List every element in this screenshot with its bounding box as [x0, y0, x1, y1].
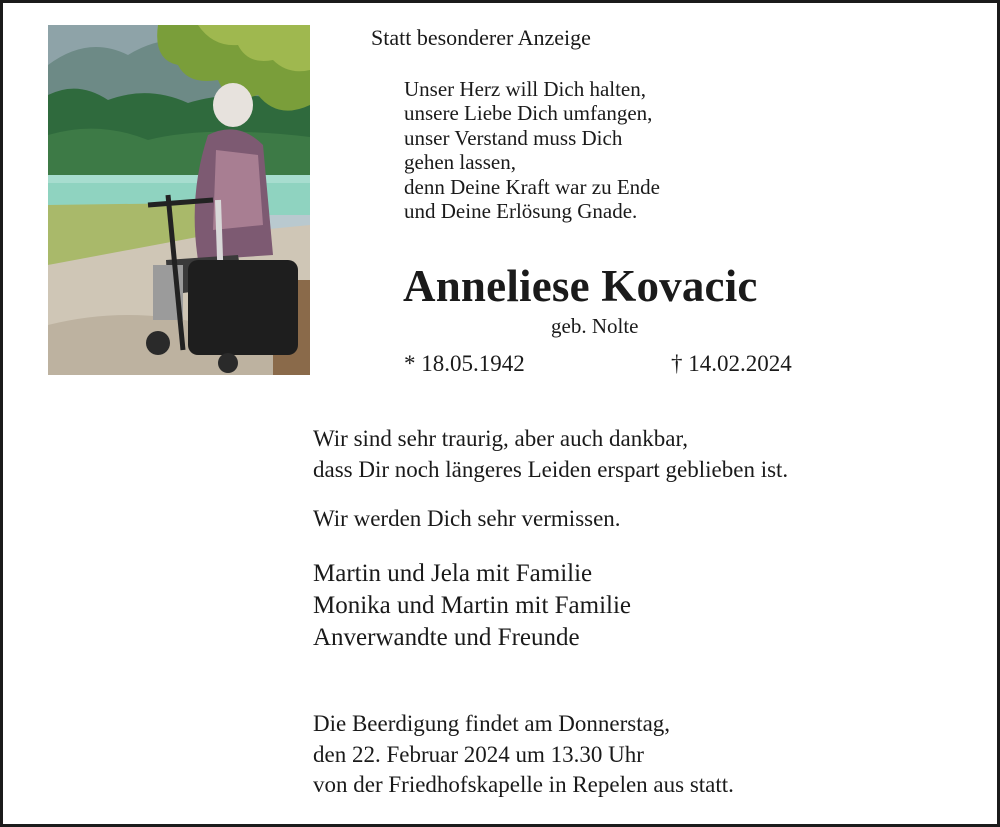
- family-line: Monika und Martin mit Familie: [313, 592, 632, 619]
- miss-you-paragraph: [313, 504, 953, 535]
- poem-line: denn Deine Kraft war zu Ende: [404, 174, 660, 199]
- paragraph-line: dass Dir noch längeres Leiden erspart geblieben ist.: [313, 456, 789, 482]
- poem-line: und Deine Erlösung Gnade.: [404, 199, 638, 224]
- poem-line: Unser Herz will Dich halten,: [404, 77, 647, 101]
- poem-line: unsere Liebe Dich umfangen,: [404, 101, 653, 126]
- family-line: Anverwandte und Freunde: [313, 624, 580, 651]
- family-line: Martin und Jela mit Familie: [313, 560, 593, 587]
- maiden-name: geb. Nolte: [551, 314, 639, 338]
- death-date: † 14.02.2024: [671, 351, 792, 376]
- birth-date: * 18.05.1942: [404, 351, 525, 376]
- poem-line: gehen lassen,: [404, 150, 516, 175]
- poem: [404, 77, 764, 223]
- funeral-details: [313, 709, 953, 801]
- deceased-name: Anneliese Kovacic: [403, 261, 758, 311]
- funeral-line: den 22. Februar 2024 um 13.30 Uhr: [313, 741, 644, 767]
- paragraph-line: Wir werden Dich sehr vermissen.: [313, 506, 621, 531]
- notice-header: Statt besonderer Anzeige: [371, 25, 591, 50]
- funeral-line: von der Friedhofskapelle in Repelen aus statt.: [313, 772, 734, 797]
- condolence-paragraph: [313, 424, 953, 485]
- portrait-photo: [48, 25, 310, 375]
- family-signatures: [313, 558, 953, 654]
- photo-illustration: [48, 25, 310, 375]
- funeral-line: Die Beerdigung findet am Donnerstag,: [313, 711, 671, 736]
- paragraph-line: Wir sind sehr traurig, aber auch dankbar,: [313, 426, 688, 451]
- poem-line: unser Verstand muss Dich: [404, 125, 623, 150]
